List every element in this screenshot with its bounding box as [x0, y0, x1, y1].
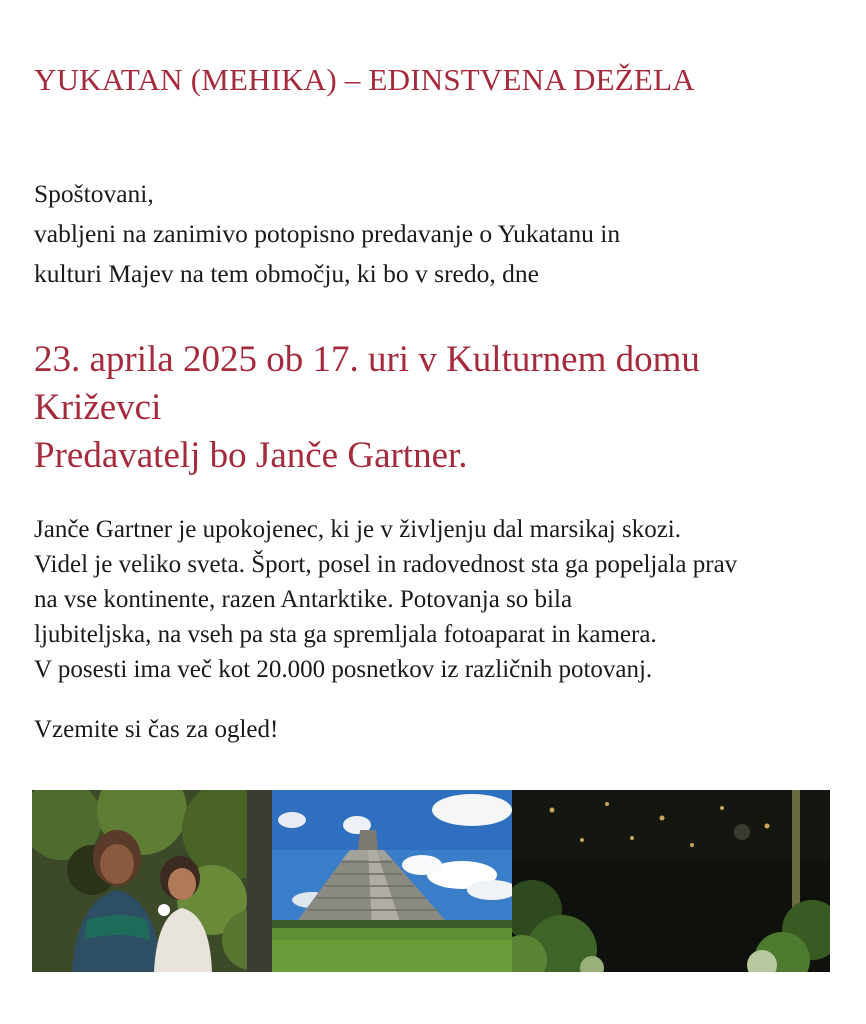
document-title: YUKATAN (MEHIKA) – EDINSTVENA DEŽELA [34, 62, 695, 97]
bio-line: na vse kontinente, razen Antarktike. Potovanja so bila [34, 586, 573, 613]
bio-line: Videl je veliko sveta. Šport, posel in radovednost sta ga popeljala prav [34, 551, 738, 578]
intro-greeting: Spoštovani, [34, 179, 154, 208]
event-location-line: Križevci [34, 387, 162, 428]
photo-cave [512, 790, 830, 972]
closing-invitation: Vzemite si čas za ogled! [34, 716, 279, 743]
bio-line: ljubiteljska, na vseh pa sta ga spremljala fotoaparat in kamera. [34, 621, 657, 648]
bio-line: V posesti ima več kot 20.000 posnetkov iz različnih potovanj. [34, 656, 653, 683]
event-date-line: 23. aprila 2025 ob 17. uri v Kulturnem domu [34, 339, 700, 380]
bio-line: Janče Gartner je upokojenec, ki je v življenju dal marsikaj skozi. [34, 516, 681, 543]
event-speaker-line: Predavatelj bo Janče Gartner. [34, 435, 468, 476]
speaker-bio [34, 512, 737, 687]
intro-line: kulturi Majev na tem območju, ki bo v sredo, dne [34, 259, 539, 288]
photo-strip [32, 790, 830, 972]
intro-paragraph [34, 174, 620, 294]
photo-pyramid [272, 790, 512, 972]
photo-children [32, 790, 272, 972]
intro-line: vabljeni na zanimivo potopisno predavanje o Yukatanu in [34, 219, 621, 248]
event-details [34, 336, 700, 480]
